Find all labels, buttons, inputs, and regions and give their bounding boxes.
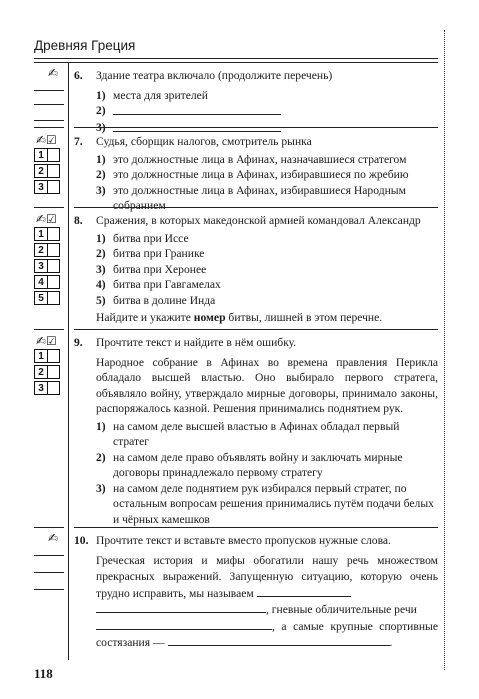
box-label: 3	[34, 180, 48, 194]
box-label: 5	[34, 291, 48, 305]
instruction-text: битвы, лишней в этом перечне.	[225, 311, 383, 324]
option-number: 1)	[96, 419, 106, 433]
option-text: битва при Иссе	[113, 231, 189, 245]
task-number: 6.	[74, 69, 83, 82]
option-text: битва в долине Инда	[113, 293, 216, 307]
box-label: 1	[34, 148, 48, 162]
fill-blank[interactable]	[96, 629, 272, 630]
answer-box[interactable]	[48, 259, 60, 273]
answer-box[interactable]	[48, 227, 60, 241]
option-number: 3)	[96, 183, 106, 197]
answer-line[interactable]	[34, 90, 64, 91]
paragraph-text: , гневные обличительные речи	[266, 603, 417, 616]
option-text: битва при Гавгамелах	[113, 278, 221, 291]
answer-line[interactable]	[34, 120, 64, 121]
box-label: 2	[34, 243, 48, 257]
option-number: 2)	[96, 450, 106, 464]
fill-blank[interactable]	[96, 612, 266, 613]
task-9	[74, 335, 438, 527]
instruction-text: Найдите и укажите	[96, 311, 194, 324]
option-number: 3)	[96, 262, 106, 276]
fill-blank[interactable]	[168, 645, 390, 646]
task-6	[74, 68, 438, 136]
option-text: на самом деле поднятием рук избирался первый стратег, по остальным вопросам решения принимались путём подачи белых и чёрных камешков	[113, 481, 434, 526]
option-number: 1)	[96, 231, 106, 245]
answer-box[interactable]	[48, 164, 60, 178]
box-label: 1	[34, 227, 48, 241]
task-number: 10.	[74, 534, 89, 547]
answer-line[interactable]	[34, 572, 64, 573]
task-10	[74, 533, 438, 652]
task-8	[74, 213, 438, 326]
option-number: 2)	[96, 168, 106, 181]
task-separator	[74, 207, 438, 208]
option-number: 5)	[96, 293, 106, 307]
option-number: 4)	[96, 278, 106, 291]
task-question: Прочтите текст и найдите в нём ошибку.	[96, 336, 297, 349]
option-text: на самом деле право объявлять войну и заключать мирные договоры принадлежало первому стратегу	[113, 450, 403, 479]
task-question: Судья, сборщик налогов, смотритель рынка	[96, 135, 312, 148]
pencil-check-icon: ✍☑	[36, 212, 57, 226]
option	[96, 419, 438, 450]
option	[96, 450, 438, 481]
option	[96, 246, 438, 262]
task-question: Здание театра включало (продолжите перечень)	[96, 69, 333, 82]
box-label: 3	[34, 381, 48, 395]
answer-box[interactable]	[48, 291, 60, 305]
task-separator	[34, 329, 64, 330]
option-number: 3)	[96, 120, 106, 134]
box-label: 2	[34, 365, 48, 379]
task-number: 7.	[74, 135, 83, 148]
fill-blank[interactable]	[113, 120, 281, 132]
box-label: 3	[34, 259, 48, 273]
option	[96, 481, 438, 528]
option	[96, 277, 438, 293]
margin-divider	[68, 62, 69, 660]
task-number: 9.	[74, 336, 83, 349]
answer-box[interactable]	[48, 148, 60, 162]
task-separator	[34, 127, 64, 128]
option-text: это должностные лица в Афинах, назначавшиеся стратегом	[113, 152, 407, 166]
option-text: это должностные лица в Афинах, избиравшиеся по жребию	[113, 168, 409, 181]
task-separator	[34, 527, 64, 528]
answer-box[interactable]	[48, 180, 60, 194]
fill-blank[interactable]	[257, 596, 351, 597]
paragraph-text: , а самые крупные спортивные состязания —	[96, 619, 438, 649]
option-number: 3)	[96, 481, 106, 495]
answer-box[interactable]	[48, 365, 60, 379]
pencil-check-icon: ✍☑	[36, 334, 57, 348]
option	[96, 262, 438, 278]
box-label: 1	[34, 349, 48, 363]
answer-boxes	[34, 227, 60, 307]
task-instruction	[96, 310, 438, 326]
cut-line	[444, 30, 445, 670]
task-separator	[74, 127, 438, 128]
option-number: 1)	[96, 152, 106, 166]
option	[96, 167, 438, 183]
answer-boxes	[34, 349, 60, 397]
answer-line[interactable]	[34, 555, 64, 556]
option-text: битва при Херонее	[113, 262, 207, 276]
option-number: 1)	[96, 88, 106, 102]
task-separator	[34, 207, 64, 208]
answer-boxes	[34, 148, 60, 196]
option	[96, 103, 438, 120]
option	[96, 293, 438, 309]
answer-box[interactable]	[48, 275, 60, 289]
option	[96, 152, 438, 168]
option-text: на самом деле высшей властью в Афинах обладал первый стратег	[113, 419, 400, 448]
task-separator	[74, 329, 438, 330]
paragraph-text: Греческая история и мифы обогатили нашу речь множеством прекрасных выражений. Запущенную ситуацию, которую очень трудно исправить, мы называем	[96, 553, 438, 600]
paragraph-text: .	[389, 636, 393, 649]
option-text: это должностные лица в Афинах, избиравшиеся Народным собранием	[113, 183, 406, 212]
option	[96, 231, 438, 247]
box-label: 2	[34, 164, 48, 178]
answer-box[interactable]	[48, 381, 60, 395]
option-text: места для зрителей	[113, 88, 209, 102]
answer-line[interactable]	[34, 589, 64, 590]
pencil-check-icon: ✍☑	[36, 133, 57, 147]
option	[96, 183, 438, 214]
option-text: битва при Гранике	[113, 247, 205, 260]
task-paragraph	[96, 553, 438, 652]
option	[96, 88, 438, 104]
header-divider	[34, 58, 438, 59]
task-7	[74, 134, 438, 214]
task-separator	[74, 527, 438, 528]
box-label: 4	[34, 275, 48, 289]
answer-line[interactable]	[34, 104, 64, 105]
task-question: Сражения, в которых македонской армией командовал Александр	[96, 214, 421, 227]
task-question: Прочтите текст и вставьте вместо пропусков нужные слова.	[96, 534, 391, 547]
option-number: 2)	[96, 247, 106, 260]
task-number: 8.	[74, 214, 83, 227]
page-title: Древняя Греция	[34, 38, 136, 53]
instruction-bold: номер	[193, 311, 226, 324]
answer-box[interactable]	[48, 349, 60, 363]
page-number: 118	[34, 666, 53, 681]
task-paragraph: Народное собрание в Афинах во времена правления Перикла обладало высшей властью. Оно выбирало первого стратега, объявляло войну, утверждало мирные договоры, принимало законы, распоряжалось казной. Решения принимались поднятием рук.	[96, 355, 438, 415]
fill-blank[interactable]	[113, 103, 281, 115]
pencil-icon: ✍	[48, 66, 59, 80]
option-number: 2)	[96, 104, 106, 117]
header-divider-2	[34, 62, 438, 63]
answer-box[interactable]	[48, 243, 60, 257]
pencil-icon: ✍	[48, 531, 59, 545]
